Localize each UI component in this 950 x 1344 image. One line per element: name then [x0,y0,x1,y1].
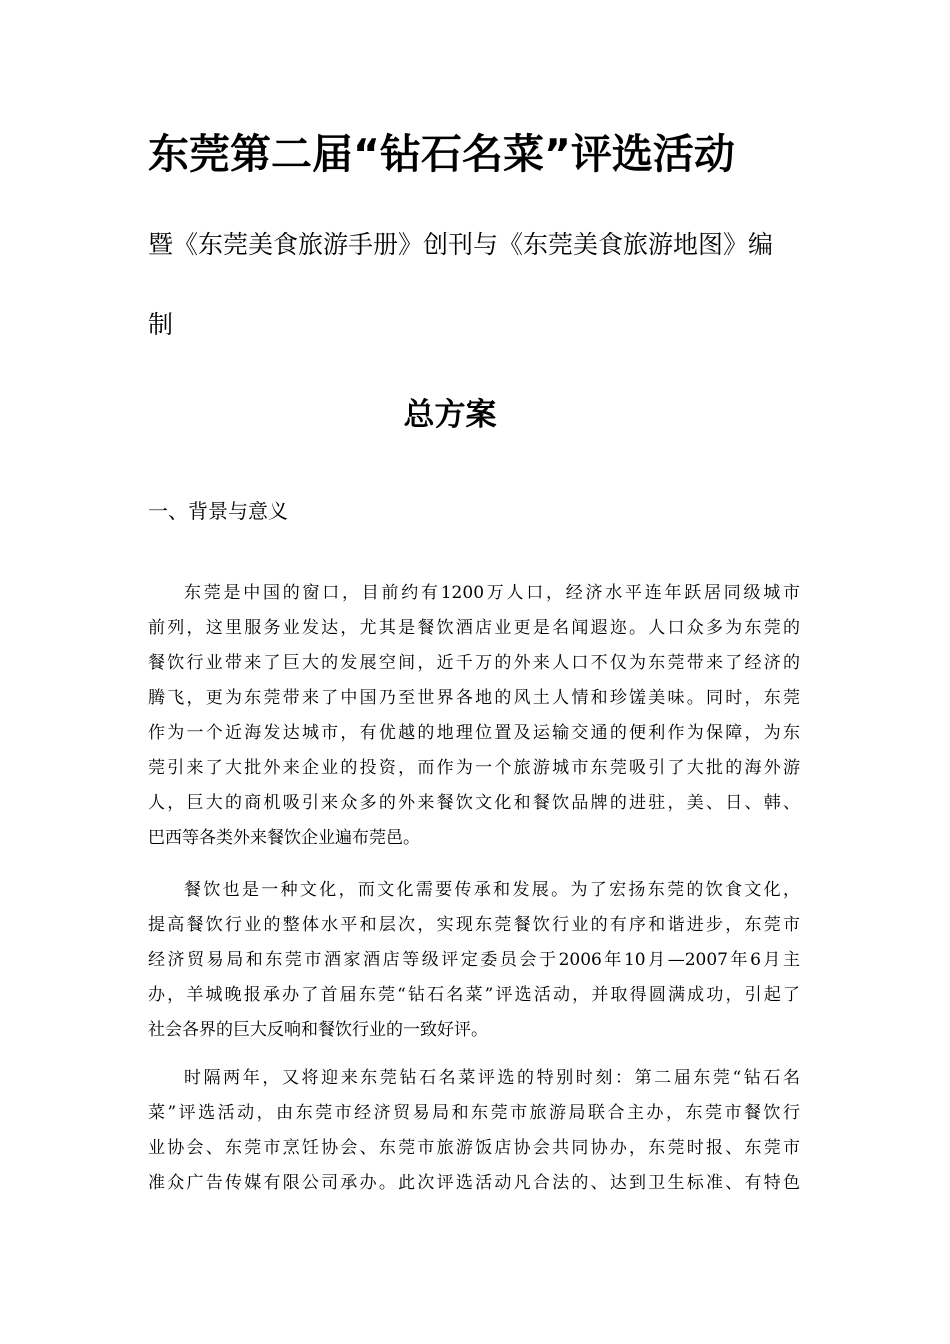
paragraph-line: 业协会、东莞市烹饪协会、东莞市旅游饭店协会共同协办，东莞时报、东莞市 [148,1138,800,1158]
paragraph-line: 准众广告传媒有限公司承办。此次评选活动凡合法的、达到卫生标准、有特色 [148,1173,800,1193]
paragraph-line: 腾飞，更为东莞带来了中国乃至世界各地的风土人情和珍馐美味。同时，东莞 [148,688,800,708]
paragraph-line: 餐饮也是一种文化，而文化需要传承和发展。为了宏扬东莞的饮食文化， [184,880,800,900]
subtitle-line: 制 [148,310,174,339]
section-heading-background: 一、背景与意义 [148,499,288,523]
paragraph-background-3 [148,1061,800,1201]
paragraph-line: 巴西等各类外来餐饮企业遍布莞邑。 [148,828,420,848]
plan-title-text: 总方案 [403,397,497,433]
paragraph-line: 作为一个近海发达城市，有优越的地理位置及运输交通的便利作为保障，为东 [148,723,800,743]
paragraph-line: 办，羊城晚报承办了首届东莞“钻石名菜”评选活动，并取得圆满成功，引起了 [148,985,800,1005]
paragraph-line: 社会各界的巨大反响和餐饮行业的一致好评。 [148,1020,488,1040]
document-subtitle [148,205,808,365]
paragraph-line: 经济贸易局和东莞市酒家酒店等级评定委员会于2006年10月—2007年6月主 [148,950,800,970]
paragraph-background-1 [148,576,800,856]
paragraph-line: 东莞是中国的窗口，目前约有1200万人口，经济水平连年跃居同级城市 [184,583,800,603]
document-title: 东莞第二届“钻石名菜”评选活动 [148,130,735,178]
paragraph-background-2 [148,873,800,1048]
paragraph-line: 菜”评选活动，由东莞市经济贸易局和东莞市旅游局联合主办，东莞市餐饮行 [148,1103,800,1123]
subtitle-line: 暨《东莞美食旅游手册》创刊与《东莞美食旅游地图》编 [148,230,774,259]
paragraph-line: 时隔两年，又将迎来东莞钻石名菜评选的特别时刻：第二届东莞“钻石名 [184,1068,800,1088]
paragraph-line: 餐饮行业带来了巨大的发展空间，近千万的外来人口不仅为东莞带来了经济的 [148,653,800,673]
paragraph-line: 人，巨大的商机吸引来众多的外来餐饮文化和餐饮品牌的进驻，美、日、韩、 [148,793,800,813]
paragraph-line: 前列，这里服务业发达，尤其是餐饮酒店业更是名闻遐迩。人口众多为东莞的 [148,618,800,638]
paragraph-line: 莞引来了大批外来企业的投资，而作为一个旅游城市东莞吸引了大批的海外游 [148,758,800,778]
plan-title [0,393,950,437]
paragraph-line: 提高餐饮行业的整体水平和层次，实现东莞餐饮行业的有序和谐进步，东莞市 [148,915,800,935]
